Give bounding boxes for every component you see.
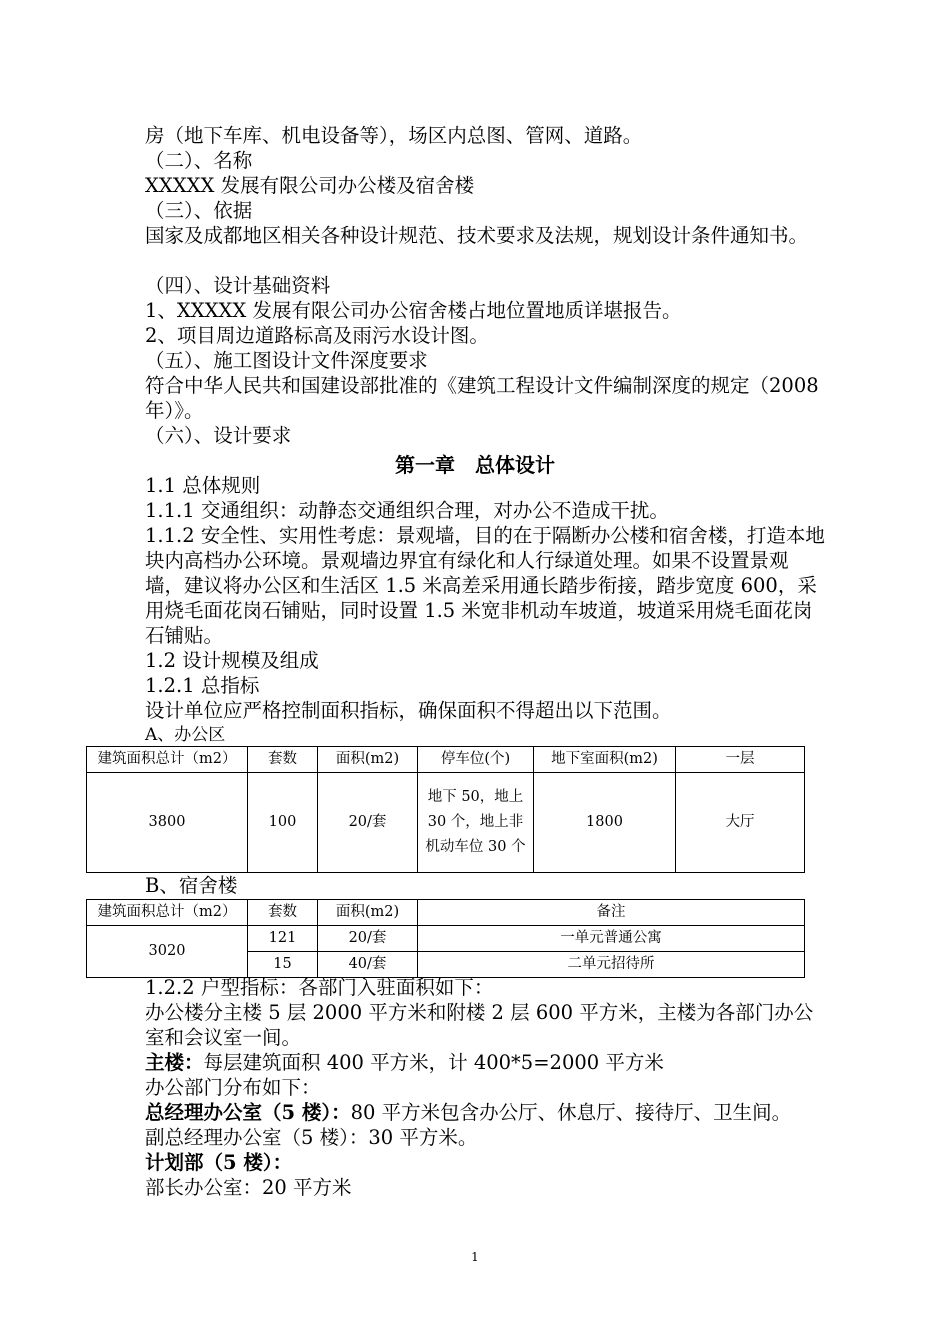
deputy-gm-office-line: 副总经理办公室（5 楼）：30 平方米。: [145, 1126, 478, 1149]
heading-requirements: （六）、设计要求: [145, 424, 292, 447]
table-header-cell: 地下室面积(m2): [534, 747, 676, 773]
section-1-1-2: 1.1.2 安全性、实用性考虑：景观墙，目的在于隔断办公楼和宿舍楼，打造本地块内高档办公环境。景观墙边界宜有绿化和人行绿道处理。如果不设置景观墙，建议将办公区和生活区 1.5 米高差采用通长踏步衔接，踏步宽度 600，采用烧毛面花岗石铺贴，同时设置 1.5 米宽非机动车坡道，坡道采用烧毛面花岗石铺贴。: [145, 524, 825, 647]
section-1-2-2: 1.2.2 户型指标：各部门入驻面积如下：: [145, 976, 494, 999]
page-number: 1: [471, 1250, 479, 1264]
department-distribution: 办公部门分布如下：: [145, 1076, 321, 1099]
table-cell: 3020: [87, 926, 248, 978]
table-header-row: [87, 900, 805, 926]
table-header-cell: 面积(m2): [318, 747, 418, 773]
chapter-title: 第一章 总体设计: [395, 453, 555, 477]
table-cell: 大厅: [676, 773, 805, 873]
project-name: XXXXX 发展有限公司办公楼及宿舍楼: [145, 174, 475, 197]
table-dormitory: [86, 899, 805, 978]
table-header-cell: 一层: [676, 747, 805, 773]
basic-data-item-1: 1、XXXXX 发展有限公司办公宿舍楼占地位置地质详堪报告。: [145, 299, 682, 322]
table-cell: 地下 50，地上 30 个，地上非机动车位 30 个: [418, 773, 534, 873]
main-building-line: [145, 1050, 825, 1075]
basic-data-item-2: 2、项目周边道路标高及雨污水设计图。: [145, 324, 489, 347]
table-header-cell: 备注: [418, 900, 805, 926]
table-header-cell: 面积(m2): [318, 900, 418, 926]
table-cell: 20/套: [318, 926, 418, 952]
office-building-text: 办公楼分主楼 5 层 2000 平方米和附楼 2 层 600 平方米，主楼为各部门办公室和会议室一间。: [145, 1001, 814, 1049]
table-row: [87, 926, 805, 952]
table-a-label: A、办公区: [145, 725, 226, 745]
table-cell: 121: [248, 926, 318, 952]
table-header-cell: 停车位(个): [418, 747, 534, 773]
table-header-cell: 套数: [248, 900, 318, 926]
gm-office-line: [145, 1100, 835, 1125]
table-cell: 100: [248, 773, 318, 873]
table-cell: 一单元普通公寓: [418, 926, 805, 952]
bold-label: 总经理办公室（5 楼）：: [145, 1101, 351, 1124]
table-row: [87, 773, 805, 873]
table-header-cell: 建筑面积总计（m2）: [87, 900, 248, 926]
table-header-cell: 套数: [248, 747, 318, 773]
table-b-label: B、宿舍楼: [145, 874, 238, 897]
table-office: [86, 746, 805, 873]
table-cell: 40/套: [318, 952, 418, 978]
inline-text: 80 平方米包含办公厅、休息厅、接待厅、卫生间。: [350, 1101, 792, 1124]
table-header-cell: 建筑面积总计（m2）: [87, 747, 248, 773]
paragraph-line: 房（地下车库、机电设备等），场区内总图、管网、道路。: [145, 124, 643, 147]
inline-text: 每层建筑面积 400 平方米，计 400*5=2000 平方米: [203, 1051, 664, 1074]
table-cell: 二单元招待所: [418, 952, 805, 978]
table-cell: 15: [248, 952, 318, 978]
table-cell: 20/套: [318, 773, 418, 873]
section-1-2-1-text: 设计单位应严格控制面积指标，确保面积不得超出以下范围。: [145, 699, 672, 722]
table-cell: 1800: [534, 773, 676, 873]
heading-basis: （三）、依据: [145, 199, 253, 222]
table-cell: 3800: [87, 773, 248, 873]
section-1-2: 1.2 设计规模及组成: [145, 649, 319, 672]
depth-text: 符合中华人民共和国建设部批准的《建筑工程设计文件编制深度的规定（2008 年）》。: [145, 374, 819, 422]
planning-dept-heading: 计划部（5 楼）：: [145, 1151, 293, 1174]
minister-office-line: 部长办公室：20 平方米: [145, 1176, 352, 1199]
table-header-row: [87, 747, 805, 773]
section-1-2-1: 1.2.1 总指标: [145, 674, 260, 697]
heading-depth: （五）、施工图设计文件深度要求: [145, 349, 428, 372]
section-1-1: 1.1 总体规则: [145, 474, 261, 497]
heading-name: （二）、名称: [145, 149, 253, 172]
basis-text: 国家及成都地区相关各种设计规范、技术要求及法规，规划设计条件通知书。: [145, 224, 809, 247]
bold-label: 主楼：: [145, 1051, 204, 1074]
section-1-1-1: 1.1.1 交通组织：动静态交通组织合理，对办公不造成干扰。: [145, 499, 669, 522]
heading-basic-data: （四）、设计基础资料: [145, 274, 331, 297]
